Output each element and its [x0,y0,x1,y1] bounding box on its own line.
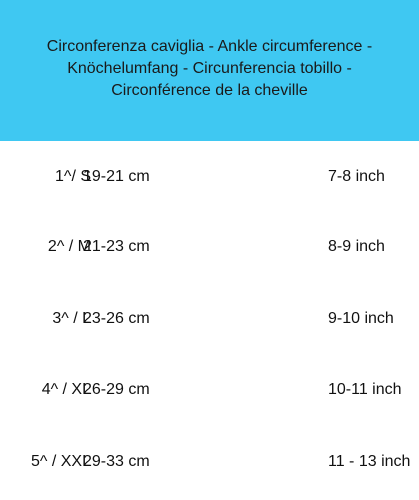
cm-range: 23-26 cm [83,310,150,327]
header-line-2: Knöchelumfang - Circunferencia tobillo - [67,60,352,77]
size-label: 2^ / M [47,238,91,255]
size-table [0,141,419,500]
size-label: 4^ / XL [41,381,91,398]
header-banner [0,0,419,141]
inch-range: 11 - 13 inch [328,453,411,470]
size-row-m [0,235,419,259]
inch-range: 10-11 inch [328,381,402,398]
inch-range: 8-9 inch [328,238,385,255]
header-line-1: Circonferenza caviglia - Ankle circumference - [46,38,373,55]
inch-range: 9-10 inch [328,310,394,327]
size-row-l [0,307,419,331]
cm-range: 29-33 cm [83,453,150,470]
cm-range: 26-29 cm [83,381,150,398]
size-row-xl [0,378,419,402]
size-label: 5^ / XXL [31,453,91,470]
size-label: 3^ / L [52,310,91,327]
cm-range: 19-21 cm [83,168,150,185]
inch-range: 7-8 inch [328,168,385,185]
size-row-xxl [0,450,419,474]
header-line-3: Circonférence de la cheville [111,82,308,99]
cm-range: 21-23 cm [83,238,150,255]
size-label: 1^/ S [55,168,91,185]
size-row-s [0,165,419,189]
